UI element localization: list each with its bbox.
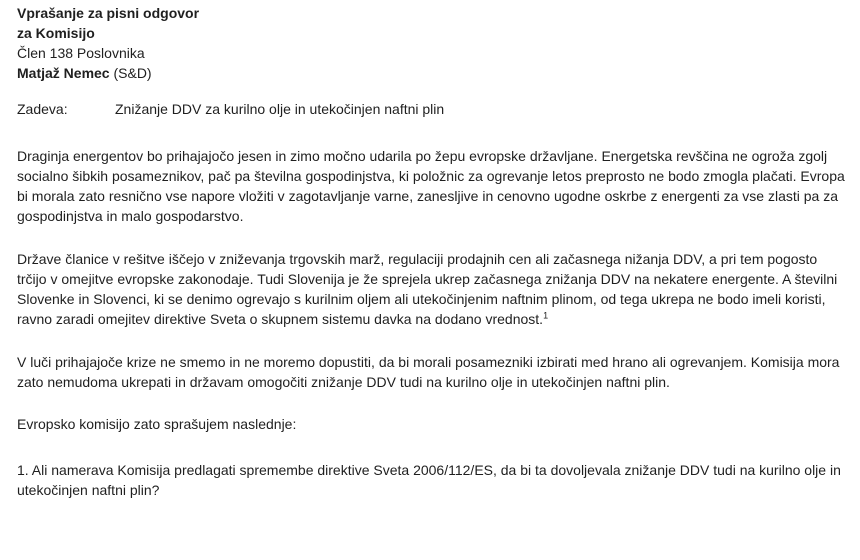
body-paragraph-3 bbox=[17, 352, 850, 392]
rule-line: Člen 138 Poslovnika bbox=[17, 45, 145, 61]
footnote-reference: 1 bbox=[543, 310, 549, 321]
subject-label: Zadeva: bbox=[17, 101, 68, 117]
document-header bbox=[17, 3, 850, 83]
author-line bbox=[17, 63, 850, 83]
body-paragraph-2 bbox=[17, 249, 850, 329]
body-paragraph-1-text: Draginja energentov bo prihajajočo jesen in zimo močno udarila po žepu evropske državljane. Energetska revščina ne ogroža zgolj socialno šibkih posameznikov, pač pa številna gospodinjstva, ki položnic za ogrevanje letos preprosto ne bodo zmogla plačati. Evropa bi morala zato resnično vse napore vložiti v zagotavljanje varne, zanesljive in cenovno ugodne oskrbe z energenti za vse zlasti pa za gospodinjstva in malo gospodarstvo. bbox=[17, 148, 845, 224]
political-group: (S&D) bbox=[109, 65, 152, 81]
body-paragraph-3-text: V luči prihajajoče krize ne smemo in ne moremo dopustiti, da bi morali posamezniki izbirati med hrano ali ogrevanjem. Komisija mora zato nemudoma ukrepati in državam omogočiti znižanje DDV tudi na kurilno olje in utekočinjen naftni plin. bbox=[17, 354, 840, 390]
subject-row bbox=[17, 99, 850, 119]
question-item-1: 1. Ali namerava Komisija predlagati spremembe direktive Sveta 2006/112/ES, da bi ta dovoljevala znižanje DDV tudi na kurilno olje in utekočinjen naftni plin? bbox=[17, 462, 841, 498]
subject-text: Znižanje DDV za kurilno olje in utekočinjen naftni plin bbox=[115, 101, 445, 117]
question-type-line: Vprašanje za pisni odgovor bbox=[17, 5, 200, 21]
addressee-line: za Komisijo bbox=[17, 25, 95, 41]
body-paragraph-2-text: Države članice v rešitve iščejo v zniževanja trgovskih marž, regulaciji prodajnih cen ali začasnega nižanja DDV, a pri tem pogosto trčijo v omejitve evropske zakonodaje. Tudi Slovenija je že sprejela ukrep začasnega znižanja DDV na nekatere energente. A številni Slovenke in Slovenci, ki se denimo ogrevajo s kurilnim oljem ali utekočinjenim naftnim plinom, od tega ukrepa ne bodo imeli koristi, ravno zaradi omejitev direktive Sveta o skupnem sistemu davka na dodano vrednost. bbox=[17, 251, 838, 327]
body-paragraph-1 bbox=[17, 146, 850, 226]
closing-line: Evropsko komisijo zato sprašujem naslednje: bbox=[17, 416, 297, 432]
author-name: Matjaž Nemec bbox=[17, 65, 110, 81]
